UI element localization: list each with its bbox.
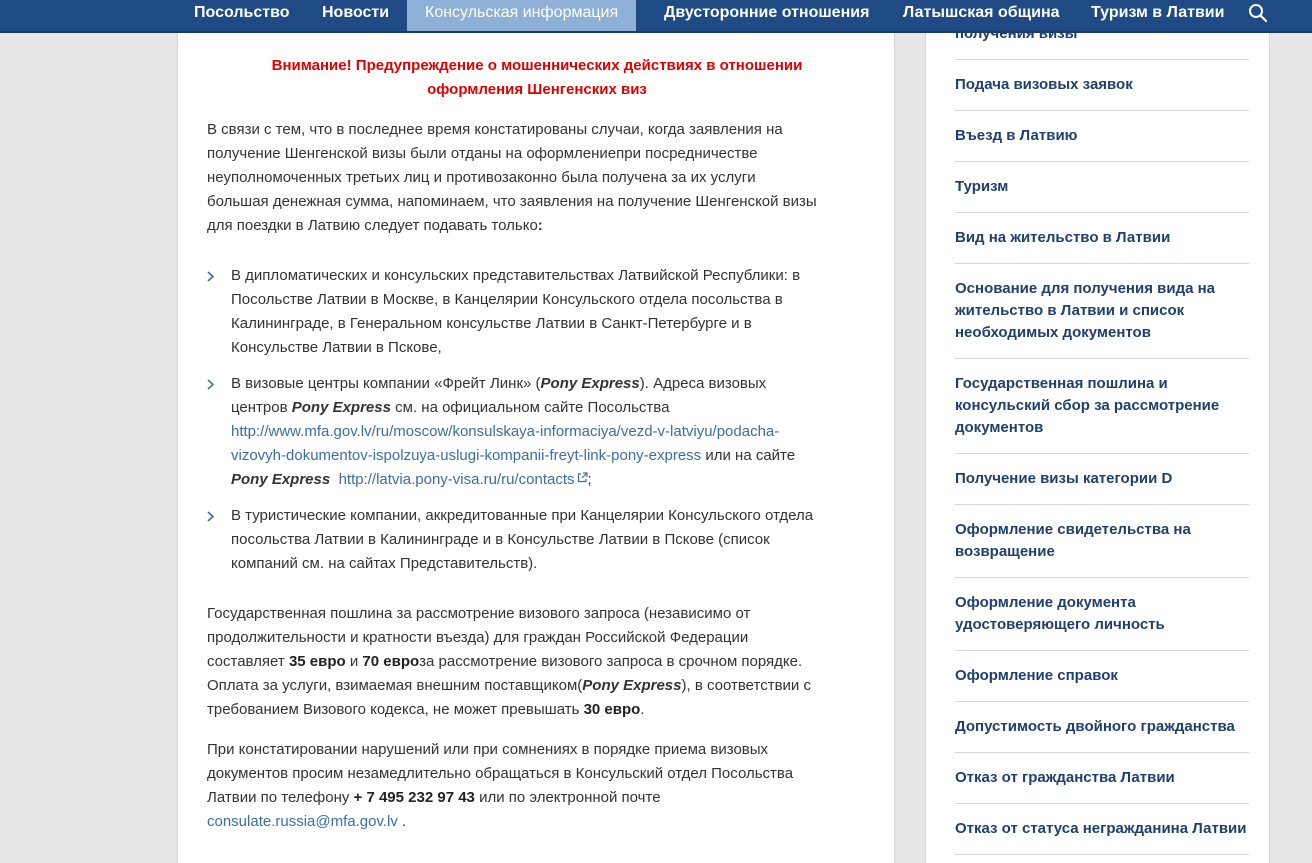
sidebar-item-tourism[interactable]: Туризм [955,178,1009,195]
contact-paragraph [207,738,867,834]
text-line: получение Шенгенской визы были отданы на оформлениепри посредничестве [207,145,758,162]
sidebar-item-visa-d[interactable]: Получение визы категории D [955,470,1173,487]
list-item [207,372,857,492]
sidebar-divider [955,263,1249,264]
nav-item-bilateral-relations[interactable]: Двусторонние отношения [664,4,870,21]
nav-item-tourism[interactable]: Туризм в Латвии [1091,4,1225,21]
text-line: Латвии по телефону + 7 495 232 97 43 или по электронной почте [207,789,661,806]
text-line: требованием Визового кодекса, не может превышать 30 евро. [207,701,645,718]
nav-item-embassy[interactable]: Посольство [194,4,290,21]
pony-visa-link[interactable]: http://latvia.pony-visa.ru/ru/contacts [339,471,588,488]
sidebar-item-residence-permit[interactable]: Вид на жительство в Латвии [955,229,1171,246]
sidebar-divider [955,110,1249,111]
text-line: продолжительности и кратности въезда) для граждан Российской Федерации [207,629,749,646]
text-line [231,420,857,444]
sidebar-divider [955,803,1249,804]
text-line: В связи с тем, что в последнее время констатированы случаи, когда заявления на [207,121,783,138]
text-line: Калининграде, в Генеральном консульстве Латвии в Санкт-Петербурге и в [231,315,752,332]
sidebar-divider [955,504,1249,505]
sidebar-divider [955,161,1249,162]
intro-colon: : [537,217,543,234]
sidebar [925,25,1270,863]
warning-title-line: Внимание! Предупреждение о мошеннических действиях в отношении [271,57,803,74]
text-line: Pony Express http://latvia.pony-visa.ru/ru/contacts ; [231,471,592,488]
sidebar-divider [955,701,1249,702]
mfa-visa-link[interactable]: vizovyh-dokumentov-ispolzuya-uslugi-kompanii-freyt-link-pony-express [231,447,702,464]
sidebar-divider [955,59,1249,60]
text-line: В визовые центры компании «Фрейт Линк» (Pony Express). Адреса визовых [231,375,767,392]
text-line: неуполномоченных третьих лиц и противозаконно была получена за их услуги [207,169,756,186]
main-content [177,33,895,863]
chevron-right-icon [207,271,214,282]
pony-express-brand: Pony Express [582,677,682,694]
text-line: В дипломатических и консульских представительствах Латвийской Республики: в [231,267,801,284]
pony-express-brand: Pony Express [231,471,331,488]
sidebar-item-entry-latvia[interactable]: Въезд в Латвию [955,127,1078,144]
fee-amount: 30 евро [583,701,641,718]
phone-number: + 7 495 232 97 43 [353,789,475,806]
sidebar-item-visa-receipt[interactable]: получения визы [955,25,1078,42]
text-line: В туристические компании, аккредитованные при Канцелярии Консульского отдела [231,507,814,524]
pony-express-brand: Pony Express [540,375,640,392]
search-icon[interactable] [1248,3,1268,23]
nav-item-news[interactable]: Новости [322,4,390,21]
fee-amount: 35 евро [288,653,346,670]
text-line: большая денежная сумма, напоминаем, что заявления на получение Шенгенской визы [207,193,817,210]
text-line: документов просим незамедлительно обращаться в Консульский отдел Посольства [207,765,794,782]
text-line: для поездки в Латвию следует подавать только: [207,217,543,234]
sidebar-item-return-certificate[interactable]: Оформление свидетельства на возвращение [955,521,1191,560]
sidebar-item-state-fee[interactable]: Государственная пошлина и консульский сбор за рассмотрение документов [955,375,1220,436]
nav-item-consular-info[interactable]: Консульская информация [407,0,636,31]
text-line: Консульстве Латвии в Пскове, [231,339,442,356]
fee-amount: 70 евро [362,653,420,670]
intro-paragraph [207,118,867,238]
sidebar-item-identity-document[interactable]: Оформление документа удостоверяющего личность [955,594,1165,633]
sidebar-divider [955,453,1249,454]
sidebar-item-visa-applications[interactable]: Подача визовых заявок [955,76,1133,93]
sidebar-item-renounce-citizenship[interactable]: Отказ от гражданства Латвии [955,769,1175,786]
external-link-icon [577,472,588,483]
pony-express-brand: Pony Express [291,399,391,416]
text-line: При констатировании нарушений или при сомнениях в порядке приема визовых [207,741,769,758]
chevron-right-icon [207,511,214,522]
warning-title-line: оформления Шенгенских виз [427,81,647,98]
text-line: Посольстве Латвии в Москве, в Канцелярии Консульского отдела посольства в [231,291,783,308]
text-line: consulate.russia@mfa.gov.lv . [207,813,407,830]
sidebar-item-dual-citizenship[interactable]: Допустимость двойного гражданства [955,718,1235,735]
text-line: vizovyh-dokumentov-ispolzuya-uslugi-kompanii-freyt-link-pony-express или на сайте [231,447,796,464]
list-item [207,504,857,576]
mfa-visa-link[interactable]: http://www.mfa.gov.lv/ru/moscow/konsulskaya-informaciya/vezd-v-latviyu/podacha- [231,423,780,440]
text-line: компаний см. на сайтах Представительств). [231,555,538,572]
sidebar-divider [955,577,1249,578]
sidebar-divider [955,650,1249,651]
chevron-right-icon [207,379,214,390]
email-link[interactable]: consulate.russia@mfa.gov.lv [207,813,398,830]
sidebar-divider [955,854,1249,855]
sidebar-divider [955,212,1249,213]
list-item [207,264,857,360]
sidebar-item-renounce-noncitizen[interactable]: Отказ от статуса негражданина Латвии [955,820,1247,837]
fee-paragraph [207,602,867,722]
text-line: Оплата за услуги, взимаемая внешним поставщиком(Pony Express), в соответствии с [207,677,811,694]
text-line: центров Pony Express см. на официальном сайте Посольства [231,399,670,416]
text-line: Государственная пошлина за рассмотрение визового запроса (независимо от [207,605,751,622]
sidebar-divider [955,358,1249,359]
sidebar-item-residence-basis[interactable]: Основание для получения вида на жительство в Латвии и список необходимых документов [955,280,1216,341]
nav-item-latvian-community[interactable]: Латышская община [903,4,1060,21]
sidebar-item-certificates[interactable]: Оформление справок [955,667,1118,684]
text-line: посольства Латвии в Калининграде и в Консульстве Латвии в Пскове (список [231,531,770,548]
warning-title [178,54,896,102]
sidebar-divider [955,752,1249,753]
text-line: составляет 35 евро и 70 евроза рассмотрение визового запроса в срочном порядке. [207,653,803,670]
